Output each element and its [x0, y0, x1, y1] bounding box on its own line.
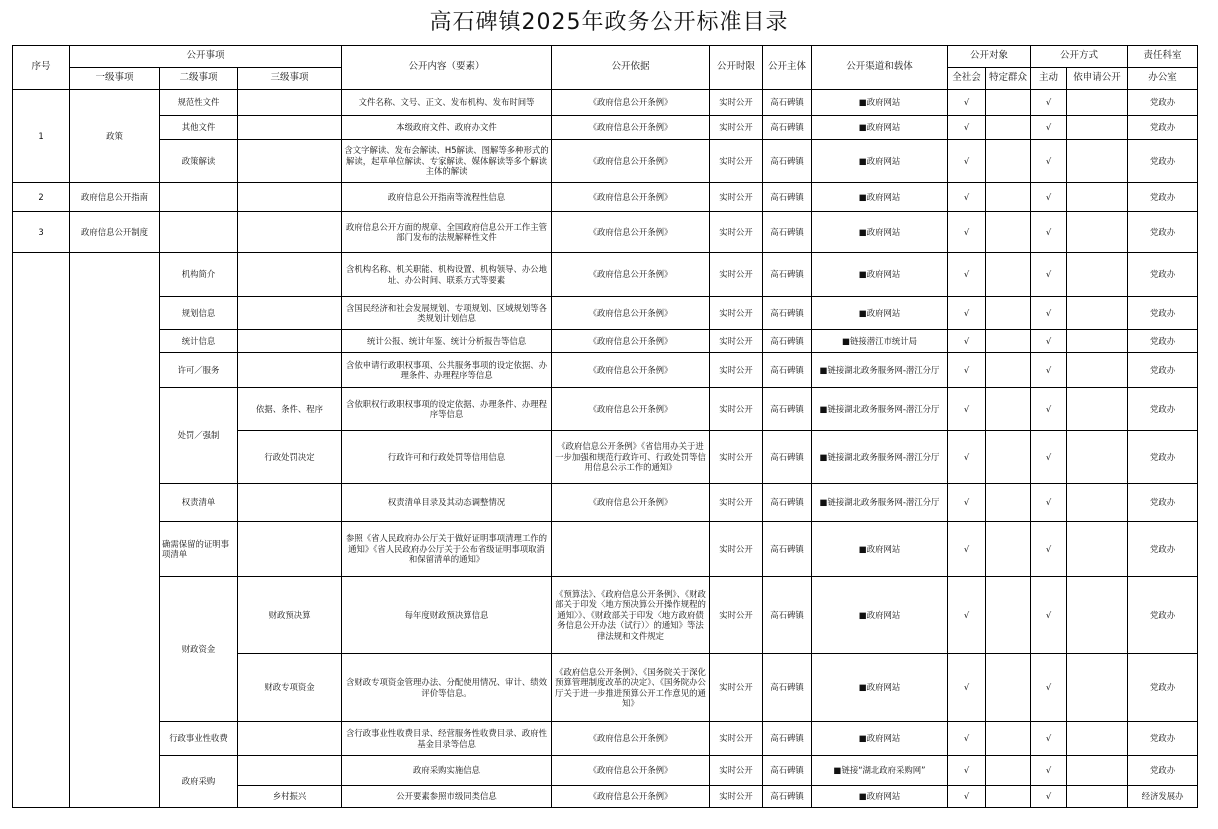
- cell-content: 每年度财政预决算信息: [342, 577, 552, 654]
- cell-target-all: √: [948, 431, 986, 484]
- cell-seq: 1: [13, 90, 70, 183]
- cell-target-all: √: [948, 330, 986, 353]
- cell-content: 政府信息公开指南等流程性信息: [342, 183, 552, 212]
- cell-content: 行政许可和行政处罚等信用信息: [342, 431, 552, 484]
- cell-subject: 高石碑镇: [763, 388, 812, 431]
- cell-time: 实时公开: [710, 353, 763, 388]
- cell-basis: 《政府信息公开条例》: [552, 140, 710, 183]
- cell-dept: 党政办: [1128, 577, 1198, 654]
- cell-target-specific: [986, 183, 1031, 212]
- cell-content: 公开要素参照市级同类信息: [342, 786, 552, 808]
- cell-dept: 党政办: [1128, 212, 1198, 253]
- cell-method-apply: [1067, 654, 1128, 722]
- cell-channel: ■政府网站: [812, 297, 948, 330]
- cell-content: 含依申请行政职权事项、公共服务事项的设定依据、办理条件、办理程序等信息: [342, 353, 552, 388]
- cell-level2: 财政资金: [160, 577, 238, 722]
- cell-content: 统计公报、统计年鉴、统计分析报告等信息: [342, 330, 552, 353]
- cell-method-active: √: [1031, 90, 1067, 116]
- cell-target-specific: [986, 297, 1031, 330]
- cell-subject: 高石碑镇: [763, 484, 812, 522]
- header-level1: 一级事项: [70, 68, 160, 90]
- cell-level3: [238, 253, 342, 297]
- cell-level2: 规划信息: [160, 297, 238, 330]
- cell-subject: 高石碑镇: [763, 253, 812, 297]
- cell-seq: 3: [13, 212, 70, 253]
- cell-level2: 政策解读: [160, 140, 238, 183]
- cell-method-apply: [1067, 388, 1128, 431]
- cell-basis: 《政府信息公开条例》: [552, 183, 710, 212]
- cell-dept: 党政办: [1128, 388, 1198, 431]
- cell-target-all: √: [948, 140, 986, 183]
- cell-dept: 党政办: [1128, 722, 1198, 756]
- cell-channel: ■链接湖北政务服务网-潜江分厅: [812, 388, 948, 431]
- cell-target-all: √: [948, 484, 986, 522]
- cell-level3: [238, 183, 342, 212]
- cell-target-specific: [986, 786, 1031, 808]
- cell-subject: 高石碑镇: [763, 654, 812, 722]
- cell-time: 实时公开: [710, 297, 763, 330]
- table-row: [13, 140, 1198, 183]
- cell-dept: 党政办: [1128, 330, 1198, 353]
- header-target-specific: 特定群众: [986, 68, 1031, 90]
- cell-subject: 高石碑镇: [763, 786, 812, 808]
- header-method-group: 公开方式: [1031, 46, 1128, 68]
- cell-method-active: √: [1031, 253, 1067, 297]
- cell-target-specific: [986, 212, 1031, 253]
- cell-content: 含依职权行政职权事项的设定依据、办理条件、办理程序等信息: [342, 388, 552, 431]
- cell-level2: 机构简介: [160, 253, 238, 297]
- cell-content: 本级政府文件、政府办文件: [342, 116, 552, 140]
- cell-channel: ■政府网站: [812, 116, 948, 140]
- cell-basis: 《政府信息公开条例》: [552, 212, 710, 253]
- cell-basis: 《政府信息公开条例》: [552, 90, 710, 116]
- table-row: [13, 297, 1198, 330]
- cell-level3: [238, 297, 342, 330]
- cell-method-apply: [1067, 212, 1128, 253]
- cell-content: 文件名称、文号、正文、发布机构、发布时间等: [342, 90, 552, 116]
- cell-method-apply: [1067, 140, 1128, 183]
- cell-seq: [13, 253, 70, 808]
- cell-level3: 行政处罚决定: [238, 431, 342, 484]
- cell-subject: 高石碑镇: [763, 297, 812, 330]
- cell-method-apply: [1067, 431, 1128, 484]
- cell-channel: ■链接湖北政务服务网-潜江分厅: [812, 431, 948, 484]
- cell-target-specific: [986, 522, 1031, 577]
- cell-method-active: √: [1031, 330, 1067, 353]
- table-row: [13, 90, 1198, 116]
- table-row: [13, 722, 1198, 756]
- cell-method-apply: [1067, 297, 1128, 330]
- cell-time: 实时公开: [710, 654, 763, 722]
- header-target-group: 公开对象: [948, 46, 1031, 68]
- cell-target-specific: [986, 388, 1031, 431]
- cell-method-apply: [1067, 786, 1128, 808]
- cell-method-active: √: [1031, 722, 1067, 756]
- cell-basis: 《政府信息公开条例》: [552, 253, 710, 297]
- cell-time: 实时公开: [710, 756, 763, 786]
- cell-level3: [238, 484, 342, 522]
- cell-method-apply: [1067, 116, 1128, 140]
- cell-level3: [238, 116, 342, 140]
- header-channel: 公开渠道和载体: [812, 46, 948, 90]
- cell-content: 含行政事业性收费目录、经营服务性收费目录、政府性基金目录等信息: [342, 722, 552, 756]
- cell-channel: ■政府网站: [812, 577, 948, 654]
- cell-dept: 党政办: [1128, 183, 1198, 212]
- cell-level3: 财政预决算: [238, 577, 342, 654]
- table-row: [13, 116, 1198, 140]
- cell-basis: [552, 522, 710, 577]
- cell-basis: 《政府信息公开条例》: [552, 388, 710, 431]
- cell-seq: 2: [13, 183, 70, 212]
- cell-method-active: √: [1031, 116, 1067, 140]
- cell-target-specific: [986, 353, 1031, 388]
- cell-time: 实时公开: [710, 140, 763, 183]
- cell-dept: 党政办: [1128, 484, 1198, 522]
- cell-content: 权责清单目录及其动态调整情况: [342, 484, 552, 522]
- cell-target-specific: [986, 431, 1031, 484]
- cell-level3: 依据、条件、程序: [238, 388, 342, 431]
- cell-method-apply: [1067, 484, 1128, 522]
- cell-basis: 《政府信息公开条例》: [552, 330, 710, 353]
- cell-method-active: √: [1031, 212, 1067, 253]
- cell-subject: 高石碑镇: [763, 212, 812, 253]
- cell-channel: ■链接湖北政务服务网-潜江分厅: [812, 353, 948, 388]
- cell-target-all: √: [948, 183, 986, 212]
- cell-level3: [238, 140, 342, 183]
- cell-level3: 乡村振兴: [238, 786, 342, 808]
- cell-channel: ■政府网站: [812, 253, 948, 297]
- cell-method-active: √: [1031, 297, 1067, 330]
- header-items-group: 公开事项: [70, 46, 342, 68]
- cell-target-all: √: [948, 297, 986, 330]
- cell-channel: ■链接“湖北政府采购网”: [812, 756, 948, 786]
- catalog-table: [12, 45, 1198, 808]
- cell-time: 实时公开: [710, 722, 763, 756]
- cell-method-active: √: [1031, 577, 1067, 654]
- cell-level3: 财政专项资金: [238, 654, 342, 722]
- cell-time: 实时公开: [710, 431, 763, 484]
- cell-dept: 党政办: [1128, 297, 1198, 330]
- cell-content: 政府采购实施信息: [342, 756, 552, 786]
- cell-level3: [238, 353, 342, 388]
- cell-time: 实时公开: [710, 330, 763, 353]
- cell-target-all: √: [948, 388, 986, 431]
- cell-dept: 党政办: [1128, 654, 1198, 722]
- cell-level2: 规范性文件: [160, 90, 238, 116]
- cell-dept: 经济发展办: [1128, 786, 1198, 808]
- header-dept-office: 办公室: [1128, 68, 1198, 90]
- cell-channel: ■政府网站: [812, 786, 948, 808]
- header-target-all: 全社会: [948, 68, 986, 90]
- cell-channel: ■链接潜江市统计局: [812, 330, 948, 353]
- cell-method-active: √: [1031, 756, 1067, 786]
- cell-method-apply: [1067, 353, 1128, 388]
- cell-level2: 许可／服务: [160, 353, 238, 388]
- cell-basis: 《政府信息公开条例》: [552, 756, 710, 786]
- cell-level3: [238, 522, 342, 577]
- header-basis: 公开依据: [552, 46, 710, 90]
- cell-level3: [238, 90, 342, 116]
- cell-target-specific: [986, 116, 1031, 140]
- cell-level2: [160, 183, 238, 212]
- cell-method-active: √: [1031, 484, 1067, 522]
- cell-time: 实时公开: [710, 90, 763, 116]
- cell-subject: 高石碑镇: [763, 140, 812, 183]
- cell-target-specific: [986, 756, 1031, 786]
- cell-method-active: √: [1031, 140, 1067, 183]
- cell-target-all: √: [948, 253, 986, 297]
- cell-dept: 党政办: [1128, 90, 1198, 116]
- cell-basis: 《政府信息公开条例》: [552, 297, 710, 330]
- cell-method-active: √: [1031, 353, 1067, 388]
- cell-target-all: √: [948, 722, 986, 756]
- cell-channel: ■政府网站: [812, 90, 948, 116]
- page-title: 高石碑镇2025年政务公开标准目录: [429, 10, 789, 35]
- header-level3: 三级事项: [238, 68, 342, 90]
- cell-target-specific: [986, 484, 1031, 522]
- cell-time: 实时公开: [710, 116, 763, 140]
- cell-subject: 高石碑镇: [763, 431, 812, 484]
- cell-level2: [160, 212, 238, 253]
- table-row: [13, 522, 1198, 577]
- cell-target-all: √: [948, 786, 986, 808]
- cell-method-active: √: [1031, 522, 1067, 577]
- header-dept-group: 责任科室: [1128, 46, 1198, 68]
- cell-time: 实时公开: [710, 522, 763, 577]
- cell-subject: 高石碑镇: [763, 756, 812, 786]
- table-row: [13, 577, 1198, 654]
- cell-subject: 高石碑镇: [763, 522, 812, 577]
- cell-method-active: √: [1031, 431, 1067, 484]
- cell-method-apply: [1067, 756, 1128, 786]
- table-row: [13, 353, 1198, 388]
- cell-channel: ■政府网站: [812, 140, 948, 183]
- cell-basis: 《政府信息公开条例》: [552, 786, 710, 808]
- cell-basis: 《政府信息公开条例》: [552, 722, 710, 756]
- cell-level2: 统计信息: [160, 330, 238, 353]
- cell-method-active: √: [1031, 183, 1067, 212]
- cell-dept: 党政办: [1128, 253, 1198, 297]
- cell-target-all: √: [948, 90, 986, 116]
- header-seq: 序号: [13, 46, 70, 90]
- cell-method-active: √: [1031, 786, 1067, 808]
- cell-level1: [70, 253, 160, 808]
- cell-method-apply: [1067, 253, 1128, 297]
- cell-method-active: √: [1031, 388, 1067, 431]
- cell-target-specific: [986, 140, 1031, 183]
- cell-subject: 高石碑镇: [763, 330, 812, 353]
- cell-target-all: √: [948, 522, 986, 577]
- header-method-active: 主动: [1031, 68, 1067, 90]
- cell-time: 实时公开: [710, 577, 763, 654]
- cell-level3: [238, 330, 342, 353]
- cell-dept: 党政办: [1128, 522, 1198, 577]
- cell-level3: [238, 722, 342, 756]
- cell-level2: 政府采购: [160, 756, 238, 808]
- cell-level3: [238, 756, 342, 786]
- cell-time: 实时公开: [710, 786, 763, 808]
- cell-level1: 政府信息公开指南: [70, 183, 160, 212]
- cell-basis: 《政府信息公开条例》: [552, 484, 710, 522]
- cell-channel: ■政府网站: [812, 654, 948, 722]
- cell-level1: 政府信息公开制度: [70, 212, 160, 253]
- cell-subject: 高石碑镇: [763, 577, 812, 654]
- cell-time: 实时公开: [710, 183, 763, 212]
- cell-content: 含国民经济和社会发展规划、专项规划、区域规划等各类规划计划信息: [342, 297, 552, 330]
- table-row: [13, 183, 1198, 212]
- cell-channel: ■政府网站: [812, 722, 948, 756]
- cell-target-all: √: [948, 353, 986, 388]
- cell-method-active: √: [1031, 654, 1067, 722]
- cell-level2: 确需保留的证明事项清单: [160, 522, 238, 577]
- cell-method-apply: [1067, 330, 1128, 353]
- header-level2: 二级事项: [160, 68, 238, 90]
- cell-target-all: √: [948, 654, 986, 722]
- cell-basis: 《预算法》、《政府信息公开条例》、《财政部关于印发〈地方预决算公开操作规程的通知〉》、《财政部关于印发〈地方政府债务信息公开办法（试行）〉的通知》等法律法规和文件规定: [552, 577, 710, 654]
- cell-content: 含财政专项资金管理办法、分配使用情况、审计、绩效评价等信息。: [342, 654, 552, 722]
- cell-subject: 高石碑镇: [763, 90, 812, 116]
- cell-target-all: √: [948, 212, 986, 253]
- cell-method-apply: [1067, 577, 1128, 654]
- header-time: 公开时限: [710, 46, 763, 90]
- cell-subject: 高石碑镇: [763, 183, 812, 212]
- table-row: [13, 330, 1198, 353]
- cell-time: 实时公开: [710, 253, 763, 297]
- cell-basis: 《政府信息公开条例》《省信用办关于进一步加强和规范行政许可、行政处罚等信用信息公示工作的通知》: [552, 431, 710, 484]
- cell-time: 实时公开: [710, 212, 763, 253]
- cell-target-specific: [986, 90, 1031, 116]
- table-row: [13, 253, 1198, 297]
- cell-content: 参照《省人民政府办公厅关于做好证明事项清理工作的通知》《省人民政府办公厅关于公布省级证明事项取消和保留清单的通知》: [342, 522, 552, 577]
- cell-target-specific: [986, 330, 1031, 353]
- cell-level1: 政策: [70, 90, 160, 183]
- cell-target-all: √: [948, 116, 986, 140]
- cell-dept: 党政办: [1128, 431, 1198, 484]
- cell-target-specific: [986, 654, 1031, 722]
- table-row: [13, 388, 1198, 431]
- cell-channel: ■链接湖北政务服务网-潜江分厅: [812, 484, 948, 522]
- cell-target-specific: [986, 577, 1031, 654]
- cell-time: 实时公开: [710, 388, 763, 431]
- cell-subject: 高石碑镇: [763, 353, 812, 388]
- cell-target-all: √: [948, 577, 986, 654]
- cell-target-all: √: [948, 756, 986, 786]
- cell-channel: ■政府网站: [812, 183, 948, 212]
- cell-method-apply: [1067, 90, 1128, 116]
- cell-time: 实时公开: [710, 484, 763, 522]
- header-content: 公开内容（要素）: [342, 46, 552, 90]
- cell-level3: [238, 212, 342, 253]
- cell-level2: 其他文件: [160, 116, 238, 140]
- cell-subject: 高石碑镇: [763, 116, 812, 140]
- cell-dept: 党政办: [1128, 353, 1198, 388]
- cell-method-apply: [1067, 722, 1128, 756]
- cell-content: 政府信息公开方面的规章、全国政府信息公开工作主管部门发布的法规解释性文件: [342, 212, 552, 253]
- cell-method-apply: [1067, 522, 1128, 577]
- table-row: [13, 756, 1198, 786]
- cell-basis: 《政府信息公开条例》: [552, 116, 710, 140]
- cell-level2: 权责清单: [160, 484, 238, 522]
- cell-basis: 《政府信息公开条例》、《国务院关于深化预算管理制度改革的决定》、《国务院办公厅关于进一步推进预算公开工作意见的通知》: [552, 654, 710, 722]
- cell-content: 含机构名称、机关职能、机构设置、机构领导、办公地址、办公时间、联系方式等要素: [342, 253, 552, 297]
- cell-level2: 处罚／强制: [160, 388, 238, 484]
- cell-dept: 党政办: [1128, 116, 1198, 140]
- table-row: [13, 484, 1198, 522]
- cell-channel: ■政府网站: [812, 212, 948, 253]
- cell-channel: ■政府网站: [812, 522, 948, 577]
- table-row: [13, 212, 1198, 253]
- header-method-apply: 依申请公开: [1067, 68, 1128, 90]
- cell-content: 含文字解读、发布会解读、H5解读、图解等多种形式的解读，起草单位解读、专家解读、媒体解读等多个解读主体的解读: [342, 140, 552, 183]
- cell-target-specific: [986, 722, 1031, 756]
- cell-dept: 党政办: [1128, 756, 1198, 786]
- header-subject: 公开主体: [763, 46, 812, 90]
- cell-subject: 高石碑镇: [763, 722, 812, 756]
- cell-target-specific: [986, 253, 1031, 297]
- cell-level2: 行政事业性收费: [160, 722, 238, 756]
- cell-dept: 党政办: [1128, 140, 1198, 183]
- cell-basis: 《政府信息公开条例》: [552, 353, 710, 388]
- cell-method-apply: [1067, 183, 1128, 212]
